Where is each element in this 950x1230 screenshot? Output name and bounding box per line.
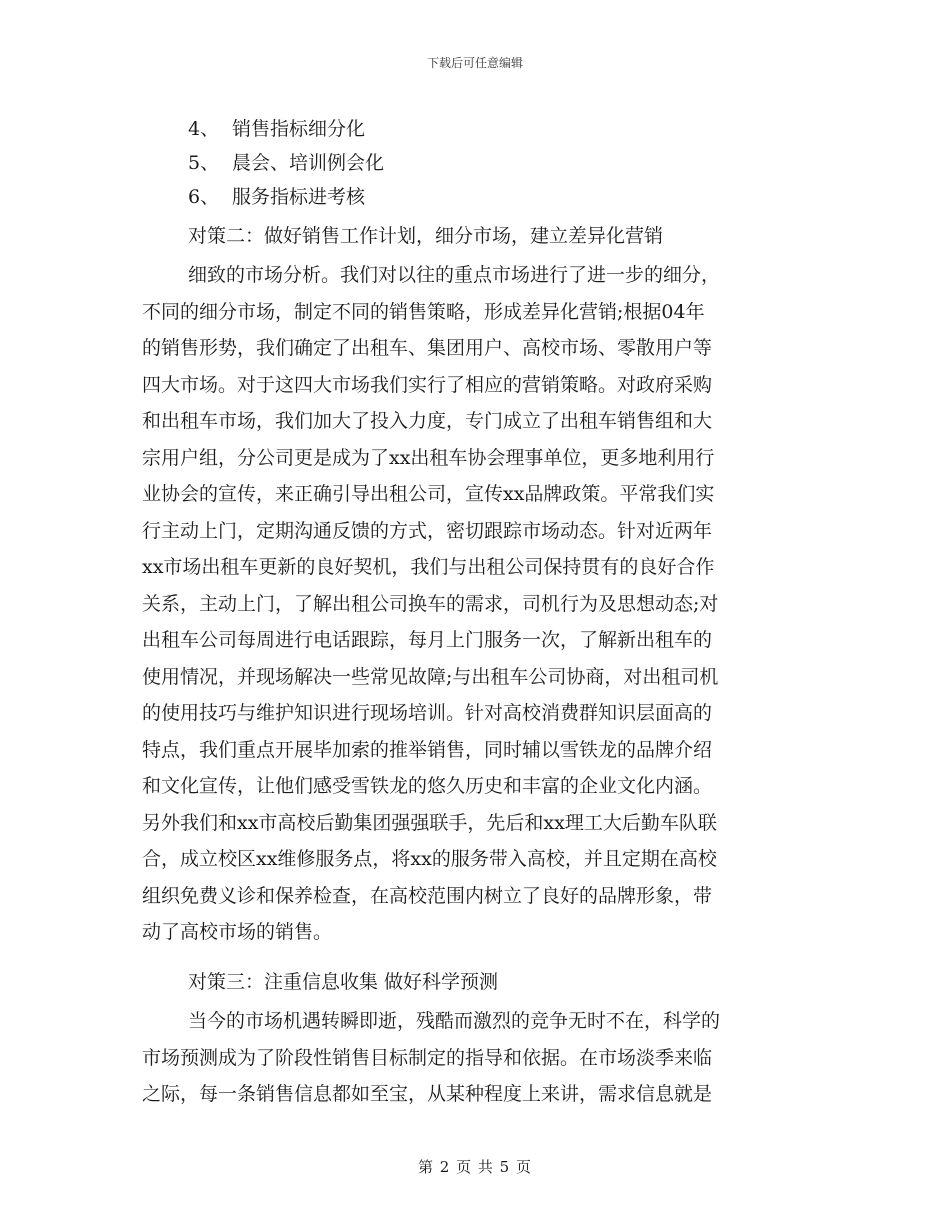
paragraph-line: 的使用技巧与维护知识进行现场培训。针对高校消费群知识层面高的 xyxy=(142,702,713,724)
paragraph-line: 行主动上门，定期沟通反馈的方式，密切跟踪市场动态。针对近两年 xyxy=(142,519,713,542)
strategy-two-heading: 对策二：做好销售工作计划，细分市场，建立差异化营销 xyxy=(188,225,664,247)
paragraph-line: 业协会的宣传，来正确引导出租公司，宣传xx品牌政策。平常我们实 xyxy=(142,483,715,505)
page-header: 下载后可任意编辑 xyxy=(426,56,523,70)
list-item xyxy=(188,180,384,214)
list-item-text: 服务指标进考核 xyxy=(232,186,366,208)
page-number: 第 2 页 共 5 页 xyxy=(418,1158,532,1176)
list-item xyxy=(188,112,384,146)
paragraph-line: 之际，每一条销售信息都如至宝，从某种程度上来讲，需求信息就是 xyxy=(142,1083,713,1105)
list-item-text: 销售指标细分化 xyxy=(232,118,366,140)
paragraph-line: 组织免费义诊和保养检查，在高校范围内树立了良好的品牌形象，带 xyxy=(142,884,713,907)
paragraph-line: 使用情况，并现场解决一些常见故障;与出租车公司协商，对出租司机 xyxy=(142,665,719,688)
strategy-three-body xyxy=(142,1003,812,1113)
list-item-number: 5、 xyxy=(188,152,220,174)
paragraph-line: 特点，我们重点开展毕加索的推举销售，同时辅以雪铁龙的品牌介绍 xyxy=(142,738,713,761)
paragraph-line: 四大市场。对于这四大市场我们实行了相应的营销策略。对政府采购 xyxy=(142,373,713,396)
paragraph-line: 和出租车市场，我们加大了投入力度，专门成立了出租车销售组和大 xyxy=(142,410,713,432)
paragraph-line: xx市场出租车更新的良好契机，我们与出租公司保持贯有的良好合作 xyxy=(142,556,715,578)
numbered-list xyxy=(188,112,384,214)
paragraph-line: 合，成立校区xx维修服务点，将xx的服务带入高校，并且定期在高校 xyxy=(142,848,717,870)
list-item-text: 晨会、培训例会化 xyxy=(232,152,385,174)
strategy-three-heading: 对策三：注重信息收集 做好科学预测 xyxy=(188,971,499,993)
strategy-two-body xyxy=(142,257,812,951)
paragraph-line: 动了高校市场的销售。 xyxy=(142,921,333,943)
paragraph-line: 的销售形势，我们确定了出租车、集团用户、高校市场、零散用户等 xyxy=(142,337,713,359)
paragraph-line: 出租车公司每周进行电话跟踪，每月上门服务一次，了解新出租车的 xyxy=(142,629,713,651)
paragraph-line: 细致的市场分析。我们对以往的重点市场进行了进一步的细分， xyxy=(188,264,721,286)
paragraph-line: 市场预测成为了阶段性销售目标制定的指导和依据。在市场淡季来临 xyxy=(142,1046,713,1069)
list-item xyxy=(188,146,384,180)
paragraph-line: 当今的市场机遇转瞬即逝，残酷而激烈的竞争无时不在，科学的 xyxy=(188,1010,721,1032)
paragraph-line: 不同的细分市场，制定不同的销售策略，形成差异化营销;根据04年 xyxy=(142,300,705,323)
paragraph-line: 另外我们和xx市高校后勤集团强强联手，先后和xx理工大后勤车队联 xyxy=(142,811,717,834)
list-item-number: 6、 xyxy=(188,186,220,208)
paragraph-line: 关系，主动上门，了解出租公司换车的需求，司机行为及思想动态;对 xyxy=(142,592,719,615)
list-item-number: 4、 xyxy=(188,118,220,140)
paragraph-line: 宗用户组，分公司更是成为了xx出租车协会理事单位，更多地利用行 xyxy=(142,446,715,469)
paragraph-line: 和文化宣传，让他们感受雪铁龙的悠久历史和丰富的企业文化内涵。 xyxy=(142,775,713,797)
